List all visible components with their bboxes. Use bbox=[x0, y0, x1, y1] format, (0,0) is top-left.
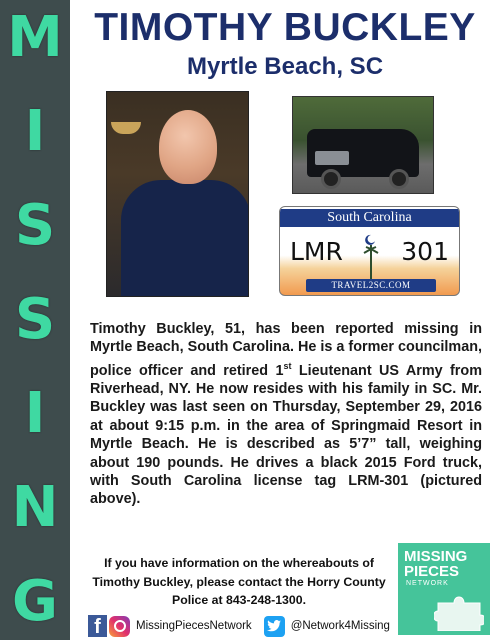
twitter-handle[interactable]: @Network4Missing bbox=[290, 620, 390, 632]
missing-pieces-network-logo bbox=[398, 543, 490, 635]
contact-line: Police at 843-248-1300. bbox=[172, 593, 306, 607]
license-plate-image bbox=[279, 206, 460, 296]
portrait-photo bbox=[106, 91, 249, 297]
palmetto-icon bbox=[362, 231, 380, 281]
missing-person-description bbox=[90, 320, 482, 509]
portrait-body-shape bbox=[121, 180, 249, 297]
truck-wheel-shape bbox=[321, 169, 341, 189]
truck-wheel-shape bbox=[389, 169, 409, 189]
logo-line: PIECES bbox=[404, 563, 460, 580]
description-superscript: st bbox=[283, 360, 292, 371]
contact-line: Timothy Buckley, please contact the Horry County bbox=[92, 574, 386, 589]
plate-number-right: 301 bbox=[401, 237, 449, 266]
contact-info bbox=[80, 554, 398, 610]
missing-side-bar bbox=[0, 0, 70, 640]
missing-letter: S bbox=[14, 193, 56, 258]
twitter-icon[interactable] bbox=[264, 616, 285, 637]
person-name-title: TIMOTHY BUCKLEY bbox=[94, 6, 476, 49]
logo-line: MISSING bbox=[404, 548, 468, 565]
instagram-icon[interactable] bbox=[109, 616, 130, 637]
location-subtitle: Myrtle Beach, SC bbox=[186, 53, 384, 80]
plate-number-left: LMR bbox=[290, 237, 343, 266]
portrait-head-shape bbox=[159, 110, 217, 184]
missing-letter: I bbox=[24, 99, 46, 164]
plate-url-label: TRAVEL2SC.COM bbox=[306, 279, 436, 292]
puzzle-piece-icon bbox=[434, 593, 484, 631]
missing-letter: S bbox=[14, 287, 56, 352]
facebook-icon[interactable]: f bbox=[88, 615, 107, 637]
logo-line: NETWORK bbox=[406, 580, 449, 587]
social-links bbox=[88, 614, 390, 638]
facebook-handle[interactable]: MissingPiecesNetwork bbox=[136, 620, 252, 632]
truck-grille-shape bbox=[315, 151, 349, 165]
contact-line: If you have information on the whereabouts of bbox=[104, 556, 374, 570]
missing-letter: I bbox=[24, 381, 46, 446]
missing-letter: N bbox=[11, 475, 59, 540]
description-text-part2: Lieutenant US Army from Riverhead, NY. He now resides with his family in SC. Mr. Buckley was last seen on Thursday, September 29, 2016 at about 9:15 p.m. in the area of Springmaid Resort in Myrtle Beach. He is described as 5’7” tall, weighing about 190 pounds. He drives a black 2015 Ford truck, with South Carolina license tag LRM-301 (pictured above). bbox=[90, 362, 482, 508]
missing-letter: G bbox=[12, 569, 58, 634]
description-text-part1: Timothy Buckley, 51, has been reported missing in Myrtle Beach, South Carolina. He is a former councilman, police officer and retired 1 bbox=[90, 321, 482, 379]
plate-state-label: South Carolina bbox=[280, 209, 459, 227]
lamp-shape bbox=[111, 122, 141, 134]
missing-letter: M bbox=[7, 5, 63, 70]
truck-photo bbox=[292, 96, 434, 194]
